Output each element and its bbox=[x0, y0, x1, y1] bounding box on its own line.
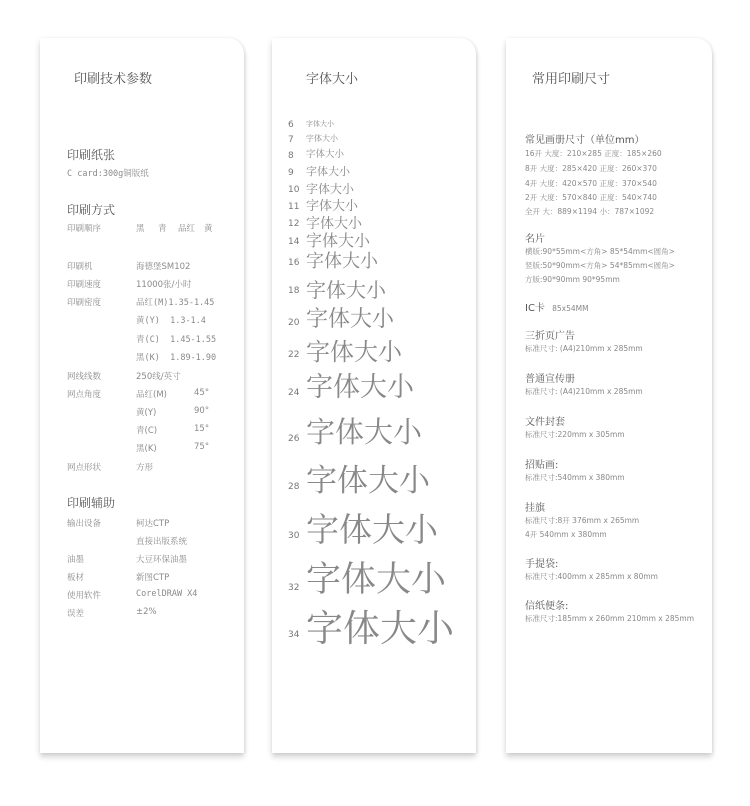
font-size-sample: 字体大小 bbox=[306, 607, 454, 650]
bag-heading: 手提袋: bbox=[525, 559, 559, 570]
order-value-cyan: 青 bbox=[158, 224, 167, 234]
font-size-number: 26 bbox=[288, 434, 300, 444]
order-value-yellow: 黄 bbox=[204, 224, 213, 234]
font-size-number: 11 bbox=[288, 202, 300, 212]
font-size-number: 12 bbox=[288, 219, 300, 229]
method-heading: 印刷方式 bbox=[67, 203, 116, 217]
software-value: CorelDRAW X4 bbox=[136, 589, 198, 599]
plate-label: 板材 bbox=[67, 573, 85, 583]
density-yellow: 黄(Y) 1.3-1.4 bbox=[136, 316, 206, 326]
order-label: 印刷顺序 bbox=[67, 224, 102, 234]
shape-value: 方形 bbox=[136, 463, 154, 473]
poster-value: 标准尺寸:540mm x 380mm bbox=[525, 473, 625, 482]
album-line: 4开 大度：420×570 正度：370×540 bbox=[525, 179, 657, 188]
font-size-sample: 字体大小 bbox=[306, 182, 355, 196]
lines-value: 250线/英寸 bbox=[136, 372, 181, 382]
font-size-sample: 字体大小 bbox=[306, 278, 386, 302]
font-size-number: 9 bbox=[288, 168, 294, 178]
font-size-sample: 字体大小 bbox=[306, 149, 345, 160]
font-size-sample: 字体大小 bbox=[306, 251, 378, 272]
letter-heading: 信纸便条: bbox=[525, 601, 569, 612]
aux-heading: 印刷辅助 bbox=[67, 496, 116, 510]
font-size-sample: 字体大小 bbox=[306, 307, 395, 332]
font-size-sample: 字体大小 bbox=[306, 199, 359, 214]
shape-label: 网点形状 bbox=[67, 463, 102, 473]
trifold-heading: 三折页广告 bbox=[525, 331, 575, 342]
folder-heading: 文件封套 bbox=[525, 417, 565, 428]
font-size-panel bbox=[272, 38, 476, 753]
output-value: 柯达CTP bbox=[136, 519, 170, 529]
error-value: ±2% bbox=[136, 607, 157, 617]
banner-heading: 挂旗 bbox=[525, 503, 545, 514]
order-value-black: 黑 bbox=[136, 224, 145, 234]
font-size-number: 32 bbox=[288, 583, 300, 593]
font-size-number: 20 bbox=[288, 318, 300, 328]
font-size-number: 16 bbox=[288, 258, 300, 268]
ink-label: 油墨 bbox=[67, 555, 85, 565]
panel-title: 常用印刷尺寸 bbox=[532, 72, 611, 87]
font-size-number: 8 bbox=[288, 151, 294, 161]
print-parameters-panel bbox=[40, 38, 244, 753]
speed-label: 印刷速度 bbox=[67, 280, 102, 290]
density-cyan: 青(C) 1.45-1.55 bbox=[136, 335, 217, 345]
card-heading: 名片 bbox=[525, 234, 545, 245]
letter-value: 标准尺寸:185mm x 260mm 210mm x 285mm bbox=[525, 614, 695, 623]
album-line: 2开 大度：570×840 正度：540×740 bbox=[525, 193, 657, 202]
font-size-sample: 字体大小 bbox=[306, 372, 414, 403]
album-line: 16开 大度：210×285 正度：185×260 bbox=[525, 149, 662, 158]
font-size-number: 7 bbox=[288, 135, 294, 145]
card-line: 竖版:50*90mm<方角> 54*85mm<圆角> bbox=[525, 261, 675, 270]
angle-color: 黑(K) bbox=[136, 444, 157, 454]
font-size-sample: 字体大小 bbox=[306, 415, 423, 449]
output-value: 直接出版系统 bbox=[136, 537, 188, 547]
font-size-sample: 字体大小 bbox=[306, 231, 371, 250]
bag-value: 标准尺寸:400mm x 285mm x 80mm bbox=[525, 572, 658, 581]
paper-heading: 印刷纸张 bbox=[67, 148, 116, 162]
output-label: 输出设备 bbox=[67, 519, 102, 529]
machine-label: 印刷机 bbox=[67, 262, 93, 272]
font-size-number: 34 bbox=[288, 630, 300, 640]
font-size-number: 10 bbox=[288, 185, 300, 195]
angle-degree: 15° bbox=[194, 424, 210, 434]
card-line: 横版:90*55mm<方角> 85*54mm<圆角> bbox=[525, 247, 675, 256]
font-size-number: 24 bbox=[288, 388, 300, 398]
font-size-number: 22 bbox=[288, 350, 300, 360]
card-line: 方版:90*90mm 90*95mm bbox=[525, 275, 620, 284]
poster-heading: 招贴画: bbox=[525, 460, 559, 471]
font-size-sample: 字体大小 bbox=[306, 560, 447, 600]
album-line: 全开 大：889×1194 小：787×1092 bbox=[525, 207, 655, 216]
panel-title: 字体大小 bbox=[306, 72, 359, 87]
lines-label: 网线线数 bbox=[67, 372, 102, 382]
font-size-number: 14 bbox=[288, 237, 300, 247]
font-size-sample: 字体大小 bbox=[306, 134, 338, 143]
font-size-sample: 字体大小 bbox=[306, 463, 430, 499]
software-label: 使用软件 bbox=[67, 591, 102, 601]
ic-card-value: 85x54MM bbox=[552, 304, 589, 313]
angle-color: 品红(M) bbox=[136, 390, 167, 400]
font-size-number: 30 bbox=[288, 531, 300, 541]
angle-degree: 75° bbox=[194, 442, 210, 452]
ic-card-heading bbox=[525, 299, 589, 314]
ink-value: 大豆环保油墨 bbox=[136, 555, 188, 565]
flyer-value: 标准尺寸: (A4)210mm x 285mm bbox=[525, 387, 643, 396]
font-size-number: 28 bbox=[288, 482, 300, 492]
panel-title: 印刷技术参数 bbox=[74, 72, 153, 87]
folder-value: 标准尺寸:220mm x 305mm bbox=[525, 430, 625, 439]
font-size-number: 18 bbox=[288, 286, 300, 296]
order-value-magenta: 品红 bbox=[178, 224, 196, 234]
album-heading: 常见画册尺寸（单位mm） bbox=[525, 135, 645, 146]
font-size-sample: 字体大小 bbox=[306, 120, 334, 128]
font-size-sample: 字体大小 bbox=[306, 510, 438, 549]
machine-value: 海德堡SM102 bbox=[136, 262, 191, 272]
density-magenta: 品红(M)1.35-1.45 bbox=[136, 298, 215, 308]
font-size-sample: 字体大小 bbox=[306, 165, 350, 178]
ic-card-title: IC卡 bbox=[525, 303, 545, 314]
plate-value: 新图CTP bbox=[136, 573, 170, 583]
speed-value: 11000张/小时 bbox=[136, 280, 192, 290]
angle-color: 青(C) bbox=[136, 426, 158, 436]
error-label: 误差 bbox=[67, 609, 85, 619]
angle-label: 网点角度 bbox=[67, 390, 102, 400]
banner-line: 标准尺寸:8开 376mm x 265mm bbox=[525, 516, 640, 525]
paper-value: C card:300g铜版纸 bbox=[67, 169, 149, 179]
flyer-heading: 普通宣传册 bbox=[525, 374, 575, 385]
font-size-sample: 字体大小 bbox=[306, 216, 362, 232]
trifold-value: 标准尺寸: (A4)210mm x 285mm bbox=[525, 344, 643, 353]
angle-degree: 90° bbox=[194, 406, 210, 416]
angle-degree: 45° bbox=[194, 388, 210, 398]
banner-line: 4开 540mm x 380mm bbox=[525, 530, 607, 539]
density-black: 黑(K) 1.89-1.90 bbox=[136, 353, 217, 363]
font-size-number: 6 bbox=[288, 120, 294, 130]
print-sizes-panel bbox=[506, 38, 712, 753]
angle-color: 黄(Y) bbox=[136, 408, 157, 418]
font-size-sample: 字体大小 bbox=[306, 338, 402, 366]
density-label: 印刷密度 bbox=[67, 298, 102, 308]
album-line: 8开 大度：285×420 正度：260×370 bbox=[525, 164, 657, 173]
